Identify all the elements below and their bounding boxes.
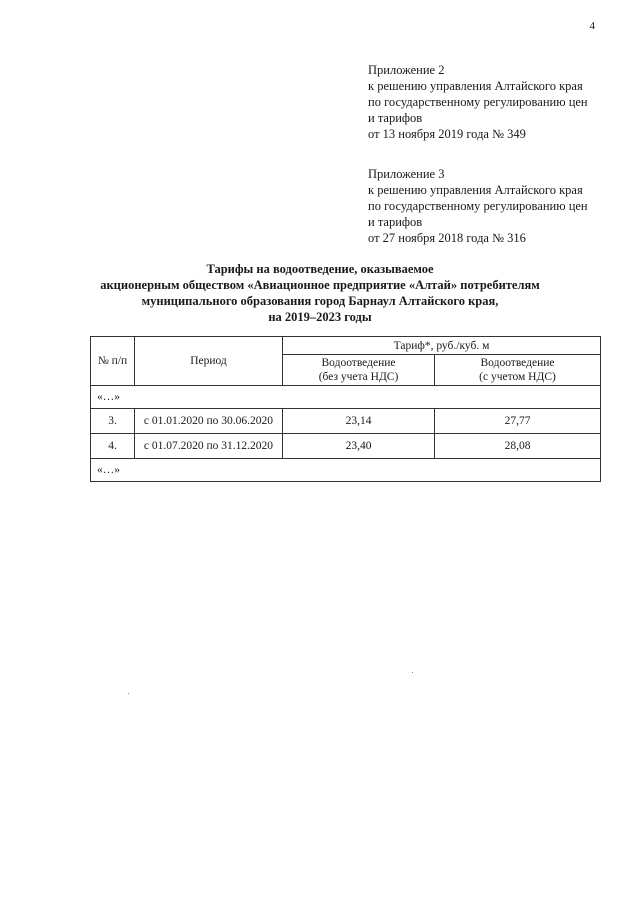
ellipsis-bottom: «…» [91,459,601,482]
appendix-2-line: к решению управления Алтайского края [368,79,583,93]
header-with-vat-line1: Водоотведение [480,357,555,369]
tariff-table [90,336,601,482]
table-header-row [91,337,601,355]
ellipsis-top: «…» [91,386,601,409]
scan-speck [128,693,129,694]
row-period: с 01.01.2020 по 30.06.2020 [135,409,283,434]
header-with-vat-line2: (с учетом НДС) [479,371,556,383]
appendix-3-line: по государственному регулированию цен [368,199,588,213]
appendix-3-line: и тарифов [368,215,423,229]
title-line: акционерным обществом «Авиационное предприятие «Алтай» потребителям [100,278,540,292]
table-row [91,434,601,459]
header-without-vat [283,355,435,386]
appendix-2-reference [368,62,618,142]
row-with-vat: 27,77 [435,409,601,434]
appendix-3-line: Приложение 3 [368,167,445,181]
appendix-3-reference [368,166,618,246]
appendix-2-line: Приложение 2 [368,63,445,77]
appendix-2-line: от 13 ноября 2019 года № 349 [368,127,526,141]
page-number: 4 [589,20,595,32]
row-period: с 01.07.2020 по 31.12.2020 [135,434,283,459]
appendix-3-line: от 27 ноября 2018 года № 316 [368,231,526,245]
row-number: 3. [91,409,135,434]
row-without-vat: 23,40 [283,434,435,459]
row-with-vat: 28,08 [435,434,601,459]
appendix-3-line: к решению управления Алтайского края [368,183,583,197]
table-ellipsis-row [91,386,601,409]
table-ellipsis-row [91,459,601,482]
header-without-vat-line2: (без учета НДС) [318,371,399,383]
document-title [60,261,580,325]
table-row [91,409,601,434]
scan-speck [412,672,413,673]
title-line: муниципального образования город Барнаул Алтайского края, [141,294,499,308]
header-tariff-group: Тариф*, руб./куб. м [283,337,601,355]
row-without-vat: 23,14 [283,409,435,434]
header-with-vat [435,355,601,386]
appendix-2-line: по государственному регулированию цен [368,95,588,109]
header-number: № п/п [91,337,135,386]
header-period: Период [135,337,283,386]
title-line: Тарифы на водоотведение, оказываемое [206,262,434,276]
title-line: на 2019–2023 годы [268,310,372,324]
header-without-vat-line1: Водоотведение [321,357,396,369]
row-number: 4. [91,434,135,459]
appendix-2-line: и тарифов [368,111,423,125]
